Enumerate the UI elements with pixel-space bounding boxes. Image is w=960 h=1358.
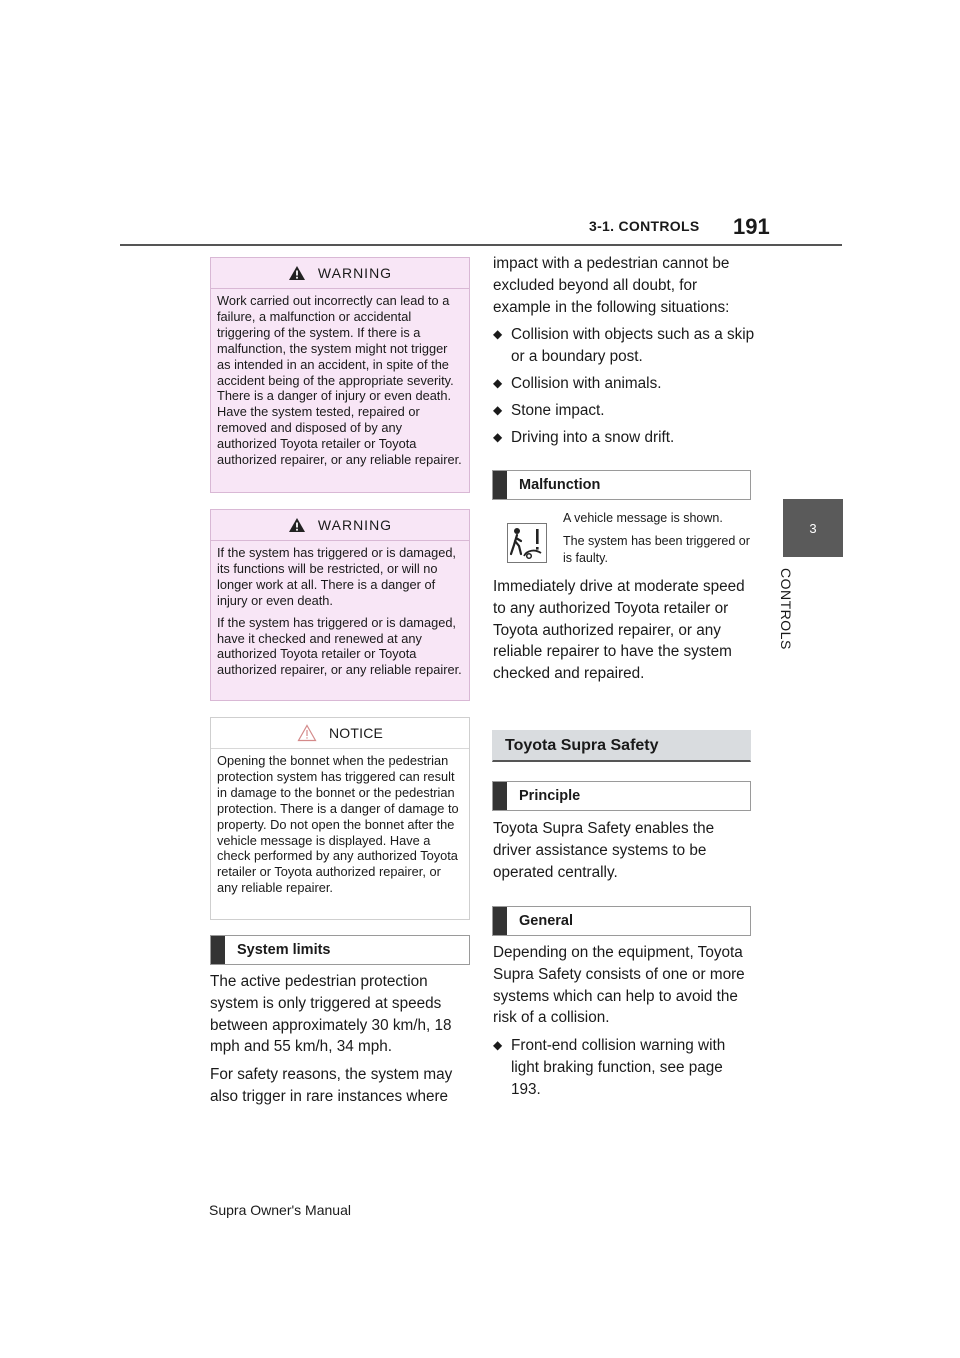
list-item[interactable]: ◆ Front-end collision warning with light braking function, see page 193.: [493, 1035, 755, 1100]
heading-text: Malfunction: [519, 477, 601, 493]
general-body: [493, 942, 755, 1106]
message-line: A vehicle message is shown.: [563, 511, 723, 525]
general-heading: [492, 906, 751, 936]
notice-text: Opening the bonnet when the pedestrian protection system has triggered can result in damage to the bonnet or the pedestrian protection. There is a danger of damage to property. Do not open the bonnet after the vehicle message is displayed. Have a check performed by any authorized Toyota retailer or Toyota authorized repairer, or any reliable repairer.: [217, 753, 459, 896]
warning-title: WARNING: [317, 517, 393, 533]
notice-header: [211, 718, 469, 749]
warning-triangle-icon: [288, 517, 306, 533]
chapter-number: 3: [809, 520, 817, 536]
paragraph: Immediately drive at moderate speed to any authorized Toyota retailer or Toyota authorized repairer, or any reliable repairer to have the system checked and repaired.: [493, 578, 745, 683]
chapter-label-text: CONTROLS: [778, 568, 794, 650]
heading-bar: [493, 471, 507, 499]
malfunction-body: [493, 576, 755, 685]
message-line: The system has been triggered or is faulty.: [563, 534, 750, 565]
system-limits-body: [210, 971, 472, 1108]
paragraph: Depending on the equipment, Toyota Supra Safety consists of one or more systems which can help to avoid the risk of a collision.: [493, 944, 745, 1027]
system-limits-heading: [210, 935, 470, 965]
warning-box-1: [210, 257, 470, 493]
warning-text: Work carried out incorrectly can lead to a failure, a malfunction or accidental triggering of the system. If there is a malfunction, the system might not trigger as intended in an accident, in spite of the accident being of the appropriate severity. There is a danger of injury or even death. Have the system tested, repaired or removed and disposed of by any authorized Toyota retailer or Toyota authorized repairer, or any reliable repairer.: [217, 293, 462, 468]
supra-safety-heading: [492, 730, 751, 762]
page-number: 191: [733, 214, 770, 239]
chapter-tab[interactable]: [783, 499, 843, 557]
heading-text: Principle: [519, 788, 581, 804]
situation-list: [493, 324, 755, 448]
warning-triangle-icon: [288, 265, 306, 281]
header-divider: [120, 244, 842, 246]
warning-title: WARNING: [317, 265, 393, 281]
heading-bar: [211, 936, 225, 964]
paragraph: impact with a pedestrian cannot be excluded beyond all doubt, for example in the following situations:: [493, 255, 730, 316]
principle-body: [493, 818, 755, 883]
paragraph: The active pedestrian protection system is only triggered at speeds between approximately 30 km/h, 18 mph and 55 km/h, 34 mph.: [210, 973, 452, 1056]
right-col-text: [493, 253, 755, 453]
list-item: ◆ Collision with objects such as a skip or a boundary post.: [493, 324, 755, 368]
heading-text: Toyota Supra Safety: [505, 736, 659, 754]
systems-list: [493, 1035, 755, 1100]
principle-heading: [492, 781, 751, 811]
section-title: 3-1. CONTROLS: [589, 218, 700, 234]
warning-text-1: If the system has triggered or is damaged, its functions will be restricted, or will no longer work at all. There is a danger of injury or even death.: [217, 545, 456, 608]
footer-text: Supra Owner's Manual: [209, 1202, 351, 1218]
list-item: ◆ Collision with animals.: [493, 373, 755, 395]
warning-text-2: If the system has triggered or is damaged, have it checked and renewed at any authorized Toyota retailer or Toyota authorized repairer, or any reliable repairer.: [217, 614, 462, 678]
heading-text: System limits: [237, 942, 331, 958]
malfunction-message: [563, 510, 753, 573]
notice-title: NOTICE: [328, 725, 384, 741]
warning-header: [211, 258, 469, 289]
warning-box-2: [210, 509, 470, 701]
chapter-label: [778, 568, 808, 668]
paragraph: Toyota Supra Safety enables the driver assistance systems to be operated centrally.: [493, 820, 715, 881]
heading-bar: [493, 907, 507, 935]
heading-bar: [493, 782, 507, 810]
notice-box: [210, 717, 470, 920]
malfunction-heading: [492, 470, 751, 500]
heading-text: General: [519, 913, 573, 929]
list-item: ◆ Stone impact.: [493, 400, 755, 422]
paragraph: For safety reasons, the system may also trigger in rare instances where: [210, 1066, 453, 1105]
warning-header: [211, 510, 469, 541]
pedestrian-protection-warning-icon: [507, 523, 547, 563]
notice-triangle-icon: [297, 724, 317, 742]
list-item: ◆ Driving into a snow drift.: [493, 427, 755, 449]
